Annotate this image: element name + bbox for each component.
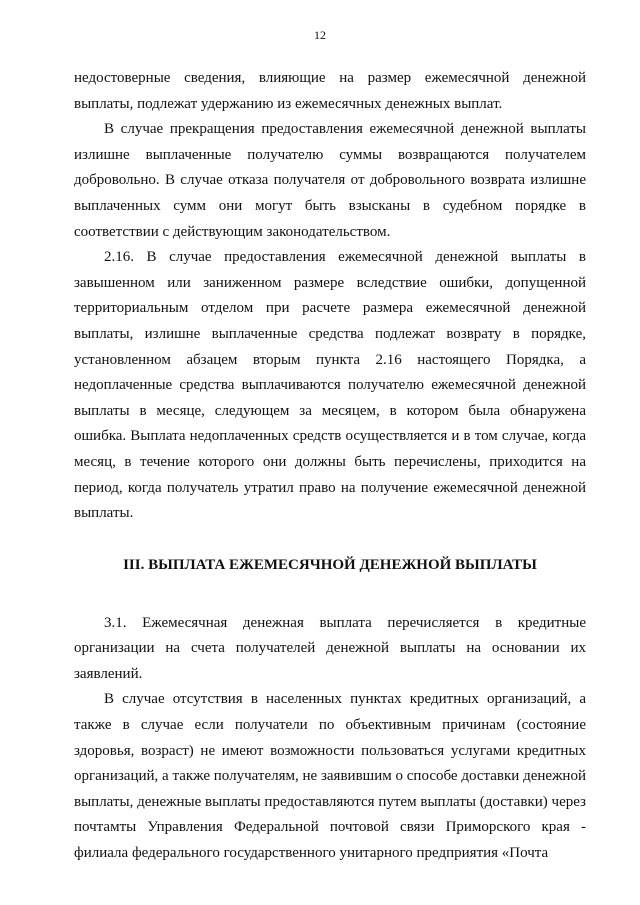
page-number: 12 — [314, 28, 326, 42]
paragraph-3: 2.16. В случае предоставления ежемесячной денежной выплаты в завышенном или заниженном размере вследствие ошибки, допущенной территориальным отделом при расчете размера ежемесячной денежной выплаты, излишне выплаченные средства подлежат возврату в порядке, установленном абзацем вторым пункта 2.16 настоящего Порядка, а недоплаченные средства выплачиваются получателю ежемесячной денежной выплаты в месяце, следующем за месяцем, в котором была обнаружена ошибка. Выплата недоплаченных средств осуществляется и в том случае, когда месяц, в течение которого они должны быть перечислены, приходится на период, когда получатель утратил право на получение ежемесячной денежной выплаты. — [74, 249, 586, 522]
paragraph-5: В случае отсутствия в населенных пунктах кредитных организаций, а также в случае если получатели по объективным причинам (состояние здоровья, возраст) не имеют возможности пользоваться услугами кредитных организаций, а также получателям, не заявившим о способе доставки денежной выплаты, денежные выплаты предоставляются путем выплаты (доставки) через почтамты Управления Федеральной почтовой связи Приморского края - филиала федерального государственного унитарного предприятия «Почта — [74, 691, 586, 862]
document-body — [74, 66, 586, 867]
section-heading: III. ВЫПЛАТА ЕЖЕМЕСЯЧНОЙ ДЕНЕЖНОЙ ВЫПЛАТЫ — [123, 556, 537, 573]
paragraph-1: недостоверные сведения, влияющие на размер ежемесячной денежной выплаты, подлежат удержанию из ежемесячных денежных выплат. — [74, 70, 586, 112]
paragraph-4: 3.1. Ежемесячная денежная выплата перечисляется в кредитные организации на счета получателей денежной выплаты на основании их заявлений. — [74, 614, 586, 682]
paragraph-2: В случае прекращения предоставления ежемесячной денежной выплаты излишне выплаченные получателю суммы возвращаются получателем добровольно. В случае отказа получателя от добровольного возврата излишне выплаченных сумм они могут быть взысканы в судебном порядке в соответствии с действующим законодательством. — [74, 121, 586, 240]
